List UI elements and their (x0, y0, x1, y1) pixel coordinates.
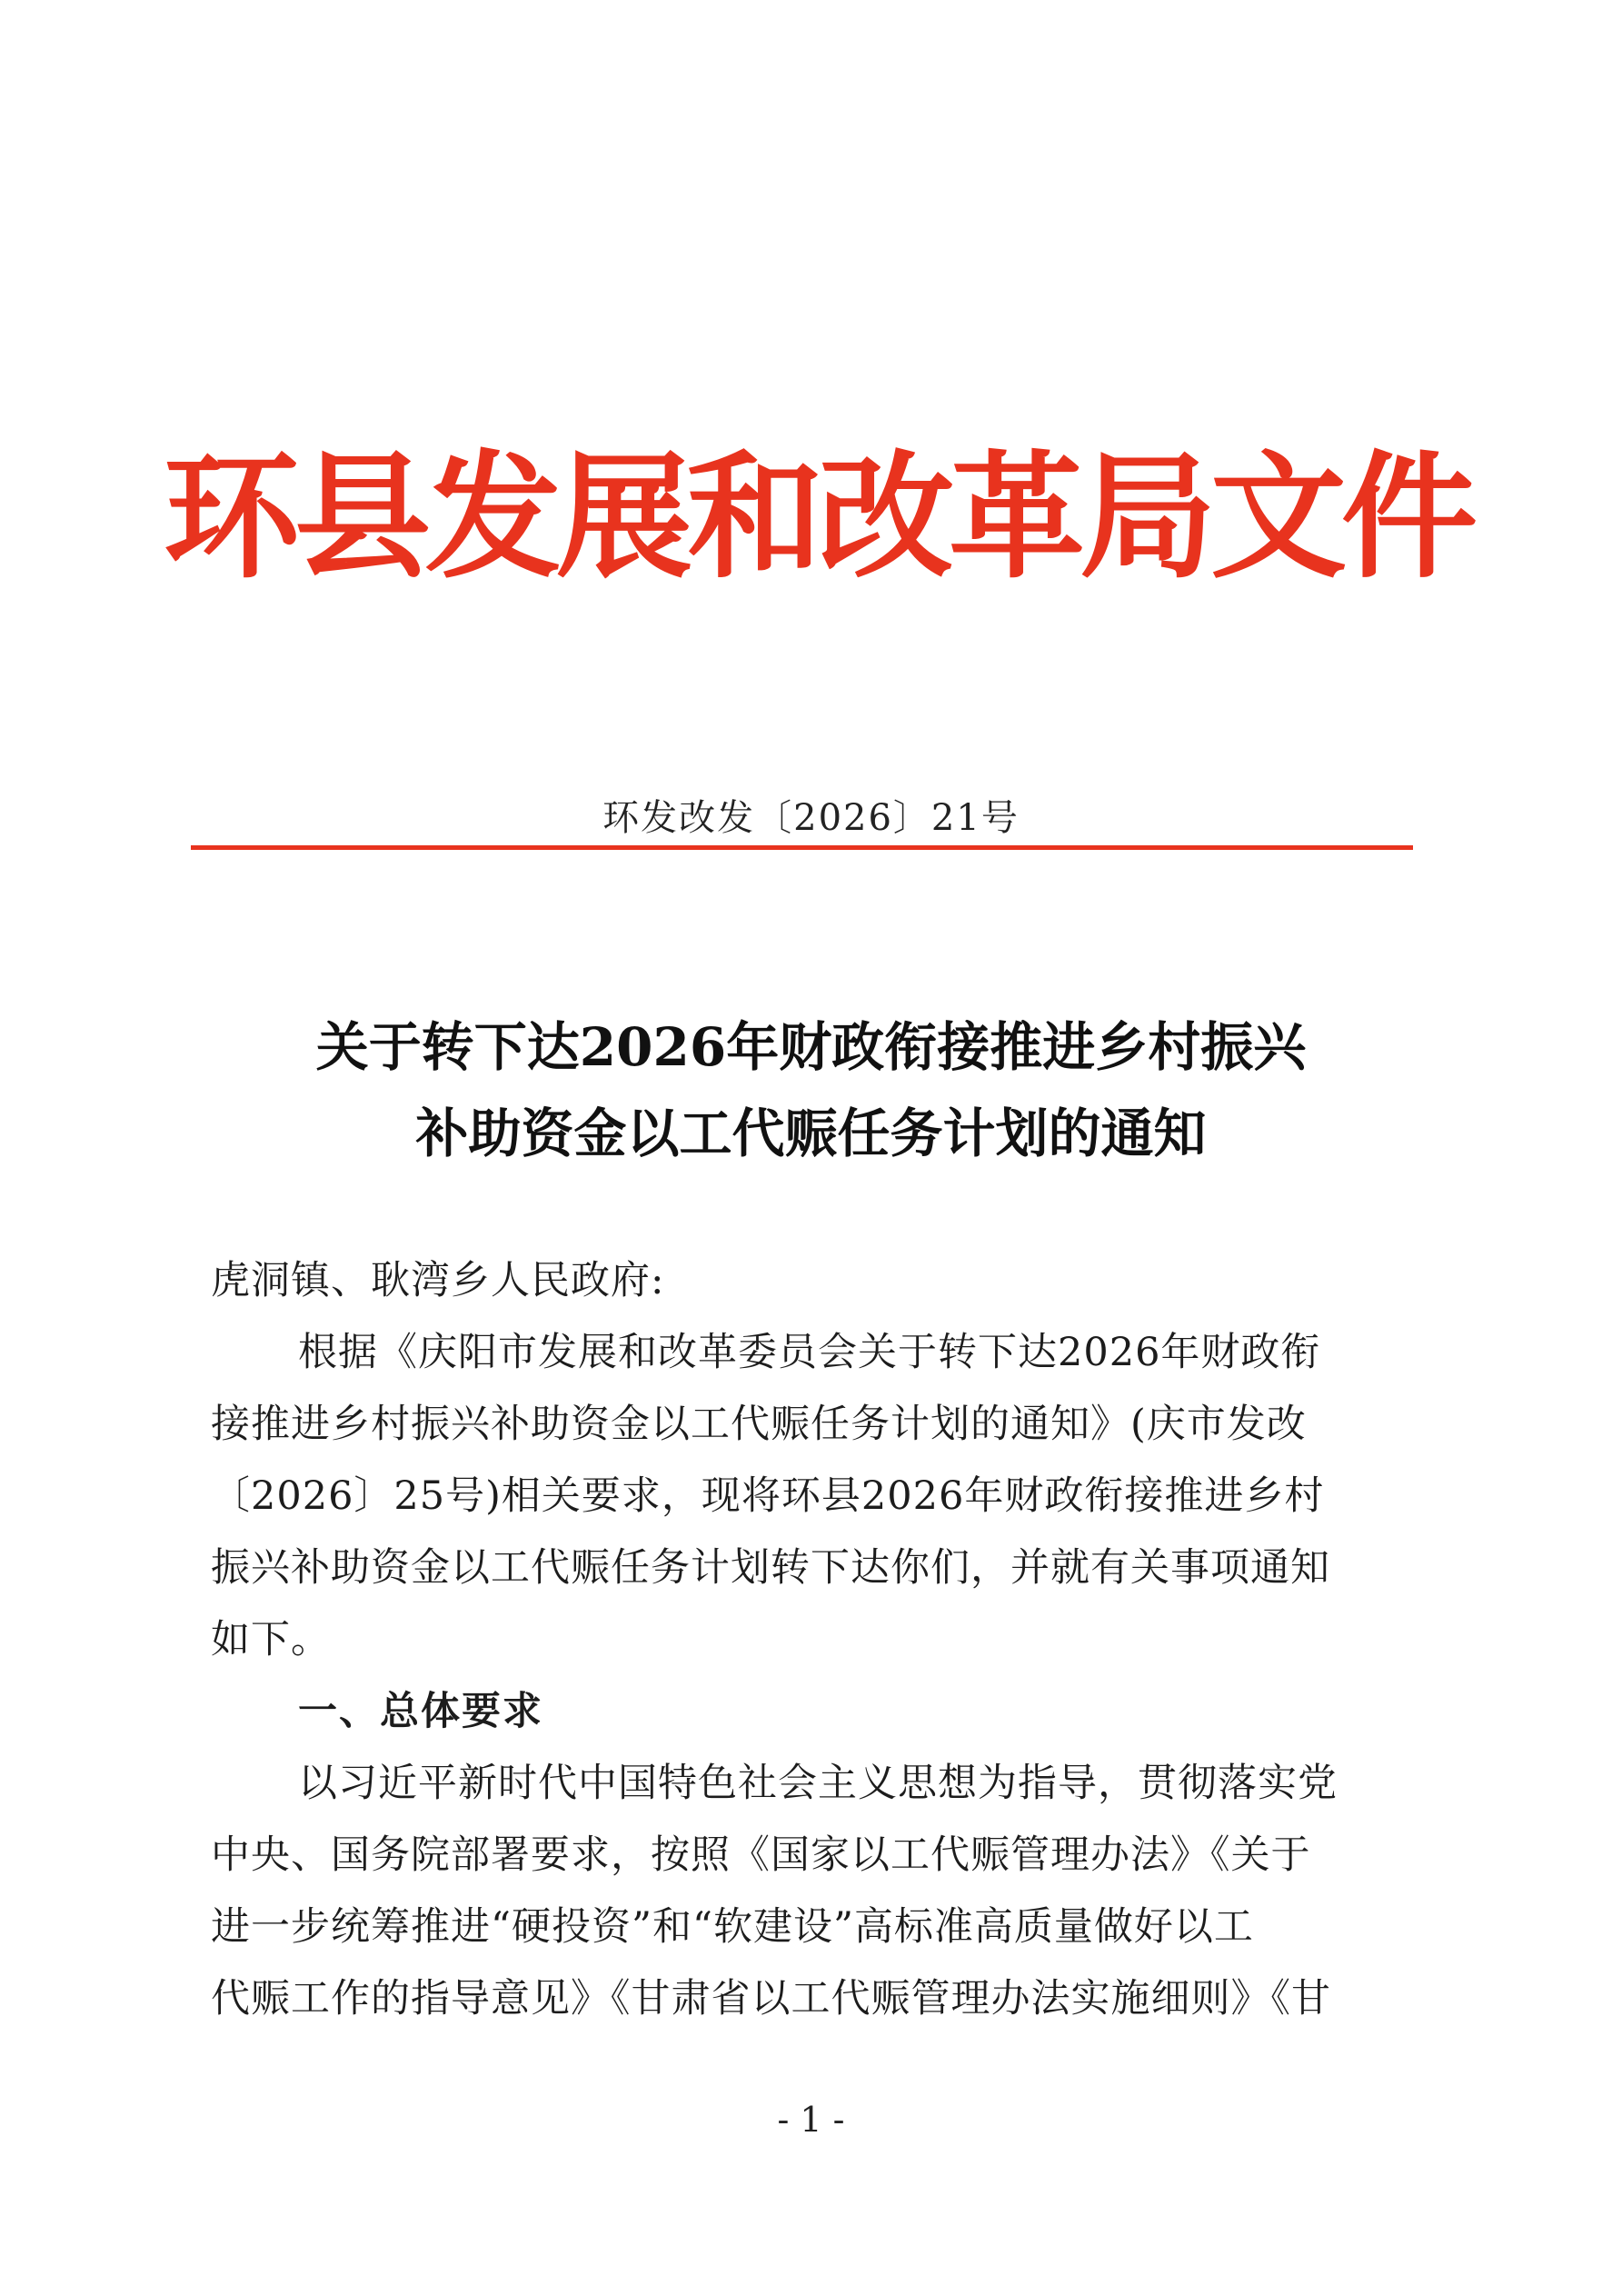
title-line-1: 关于转下达2026年财政衔接推进乡村振兴 (315, 1016, 1307, 1078)
page-number: - 1 - (777, 2100, 845, 2140)
addressee: 虎洞镇、耿湾乡人民政府: (211, 1258, 665, 1303)
paragraph-2-line: 进一步统筹推进“硬投资”和“软建设”高标准高质量做好以工 (211, 1904, 1254, 1950)
paragraph-2-line: 以习近平新时代中国特色社会主义思想为指导，贯彻落实党 (298, 1761, 1338, 1806)
paragraph-2-line: 中央、国务院部署要求，按照《国家以工代赈管理办法》《关于 (211, 1832, 1311, 1878)
document-number: 环发改发〔2026〕21号 (602, 797, 1020, 839)
paragraph-2-line: 代赈工作的指导意见》《甘肃省以工代赈管理办法实施细则》《甘 (211, 1976, 1331, 2021)
paragraph-1-line: 接推进乡村振兴补助资金以工代赈任务计划的通知》(庆市发改 (211, 1402, 1307, 1447)
document-title (182, 1004, 1440, 1177)
section-heading: 一、总体要求 (298, 1689, 543, 1734)
paragraph-1-line: 如下。 (211, 1617, 331, 1662)
red-divider-line (191, 845, 1413, 850)
paragraph-1-line: 根据《庆阳市发展和改革委员会关于转下达2026年财政衔 (298, 1330, 1321, 1375)
issuing-authority-masthead: 环县发展和改革局文件 (164, 439, 1473, 597)
document-body (211, 1245, 1419, 2035)
paragraph-1-line: 〔2026〕25号)相关要求，现将环县2026年财政衔接推进乡村 (211, 1473, 1325, 1519)
paragraph-1-line: 振兴补助资金以工代赈任务计划转下达你们，并就有关事项通知 (211, 1545, 1330, 1591)
title-line-2: 补助资金以工代赈任务计划的通知 (415, 1103, 1207, 1164)
